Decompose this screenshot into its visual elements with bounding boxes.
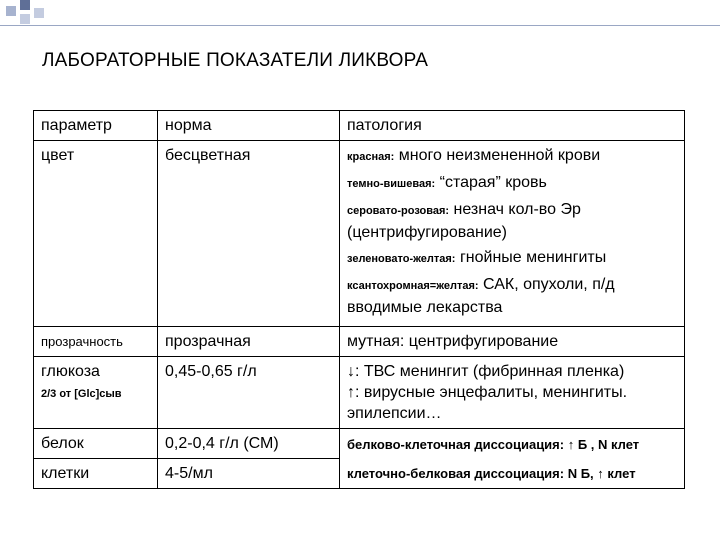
cell-norm-protein: 0,2-0,4 г/л (СМ) — [158, 429, 340, 459]
cell-dissociation — [340, 429, 685, 489]
header-param: параметр — [34, 111, 158, 141]
table-row-color — [34, 141, 685, 327]
table-header-row — [34, 111, 685, 141]
glucose-note: 2/3 от [Glc]сыв — [41, 388, 122, 400]
header-norm: норма — [158, 111, 340, 141]
glucose-increase: ↑: вирусные энцефалиты, менингиты. эпилепсии… — [347, 384, 628, 422]
color-item-cherry: темно-вишевая: “старая” кровь — [347, 174, 547, 191]
liquor-table — [33, 110, 685, 489]
cell-pathology-color — [340, 141, 685, 327]
table-row-protein — [34, 429, 685, 459]
cell-norm-cells: 4-5/мл — [158, 459, 340, 489]
cell-param-clarity: прозрачность — [34, 327, 158, 357]
dissociation-line-1: белково-клеточная диссоциация: ↑ Б , N клет — [347, 436, 640, 452]
color-item-greenish: зеленовато-желтая: гнойные менингиты — [347, 249, 607, 266]
table-row-glucose — [34, 357, 685, 429]
cell-pathology-clarity: мутная: центрифугирование — [340, 327, 685, 357]
glucose-decrease: ↓: ТВС менингит (фибринная пленка) — [347, 363, 625, 380]
glucose-label: глюкоза — [41, 363, 100, 380]
header-rule — [0, 25, 720, 26]
cell-param-protein: белок — [34, 429, 158, 459]
cell-param-cells: клетки — [34, 459, 158, 489]
cell-norm-glucose: 0,45-0,65 г/л — [158, 357, 340, 429]
page-title: ЛАБОРАТОРНЫЕ ПОКАЗАТЕЛИ ЛИКВОРА — [42, 50, 429, 71]
cell-param-color: цвет — [34, 141, 158, 327]
color-item-xanthochromic: ксантохромная=желтая: САК, опухоли, п/д вводимые лекарства — [347, 276, 615, 316]
table-row-clarity — [34, 327, 685, 357]
color-item-red: красная: много неизмененной крови — [347, 147, 601, 164]
cell-param-glucose — [34, 357, 158, 429]
color-item-pinkish: серовато-розовая: незнач кол-во Эр (центрифугирование) — [347, 201, 581, 241]
cell-norm-color: бесцветная — [158, 141, 340, 327]
cell-pathology-glucose — [340, 357, 685, 429]
dissociation-line-2: клеточно-белковая диссоциация: N Б, ↑ клет — [347, 465, 636, 481]
cell-norm-clarity: прозрачная — [158, 327, 340, 357]
header-pathology: патология — [340, 111, 685, 141]
